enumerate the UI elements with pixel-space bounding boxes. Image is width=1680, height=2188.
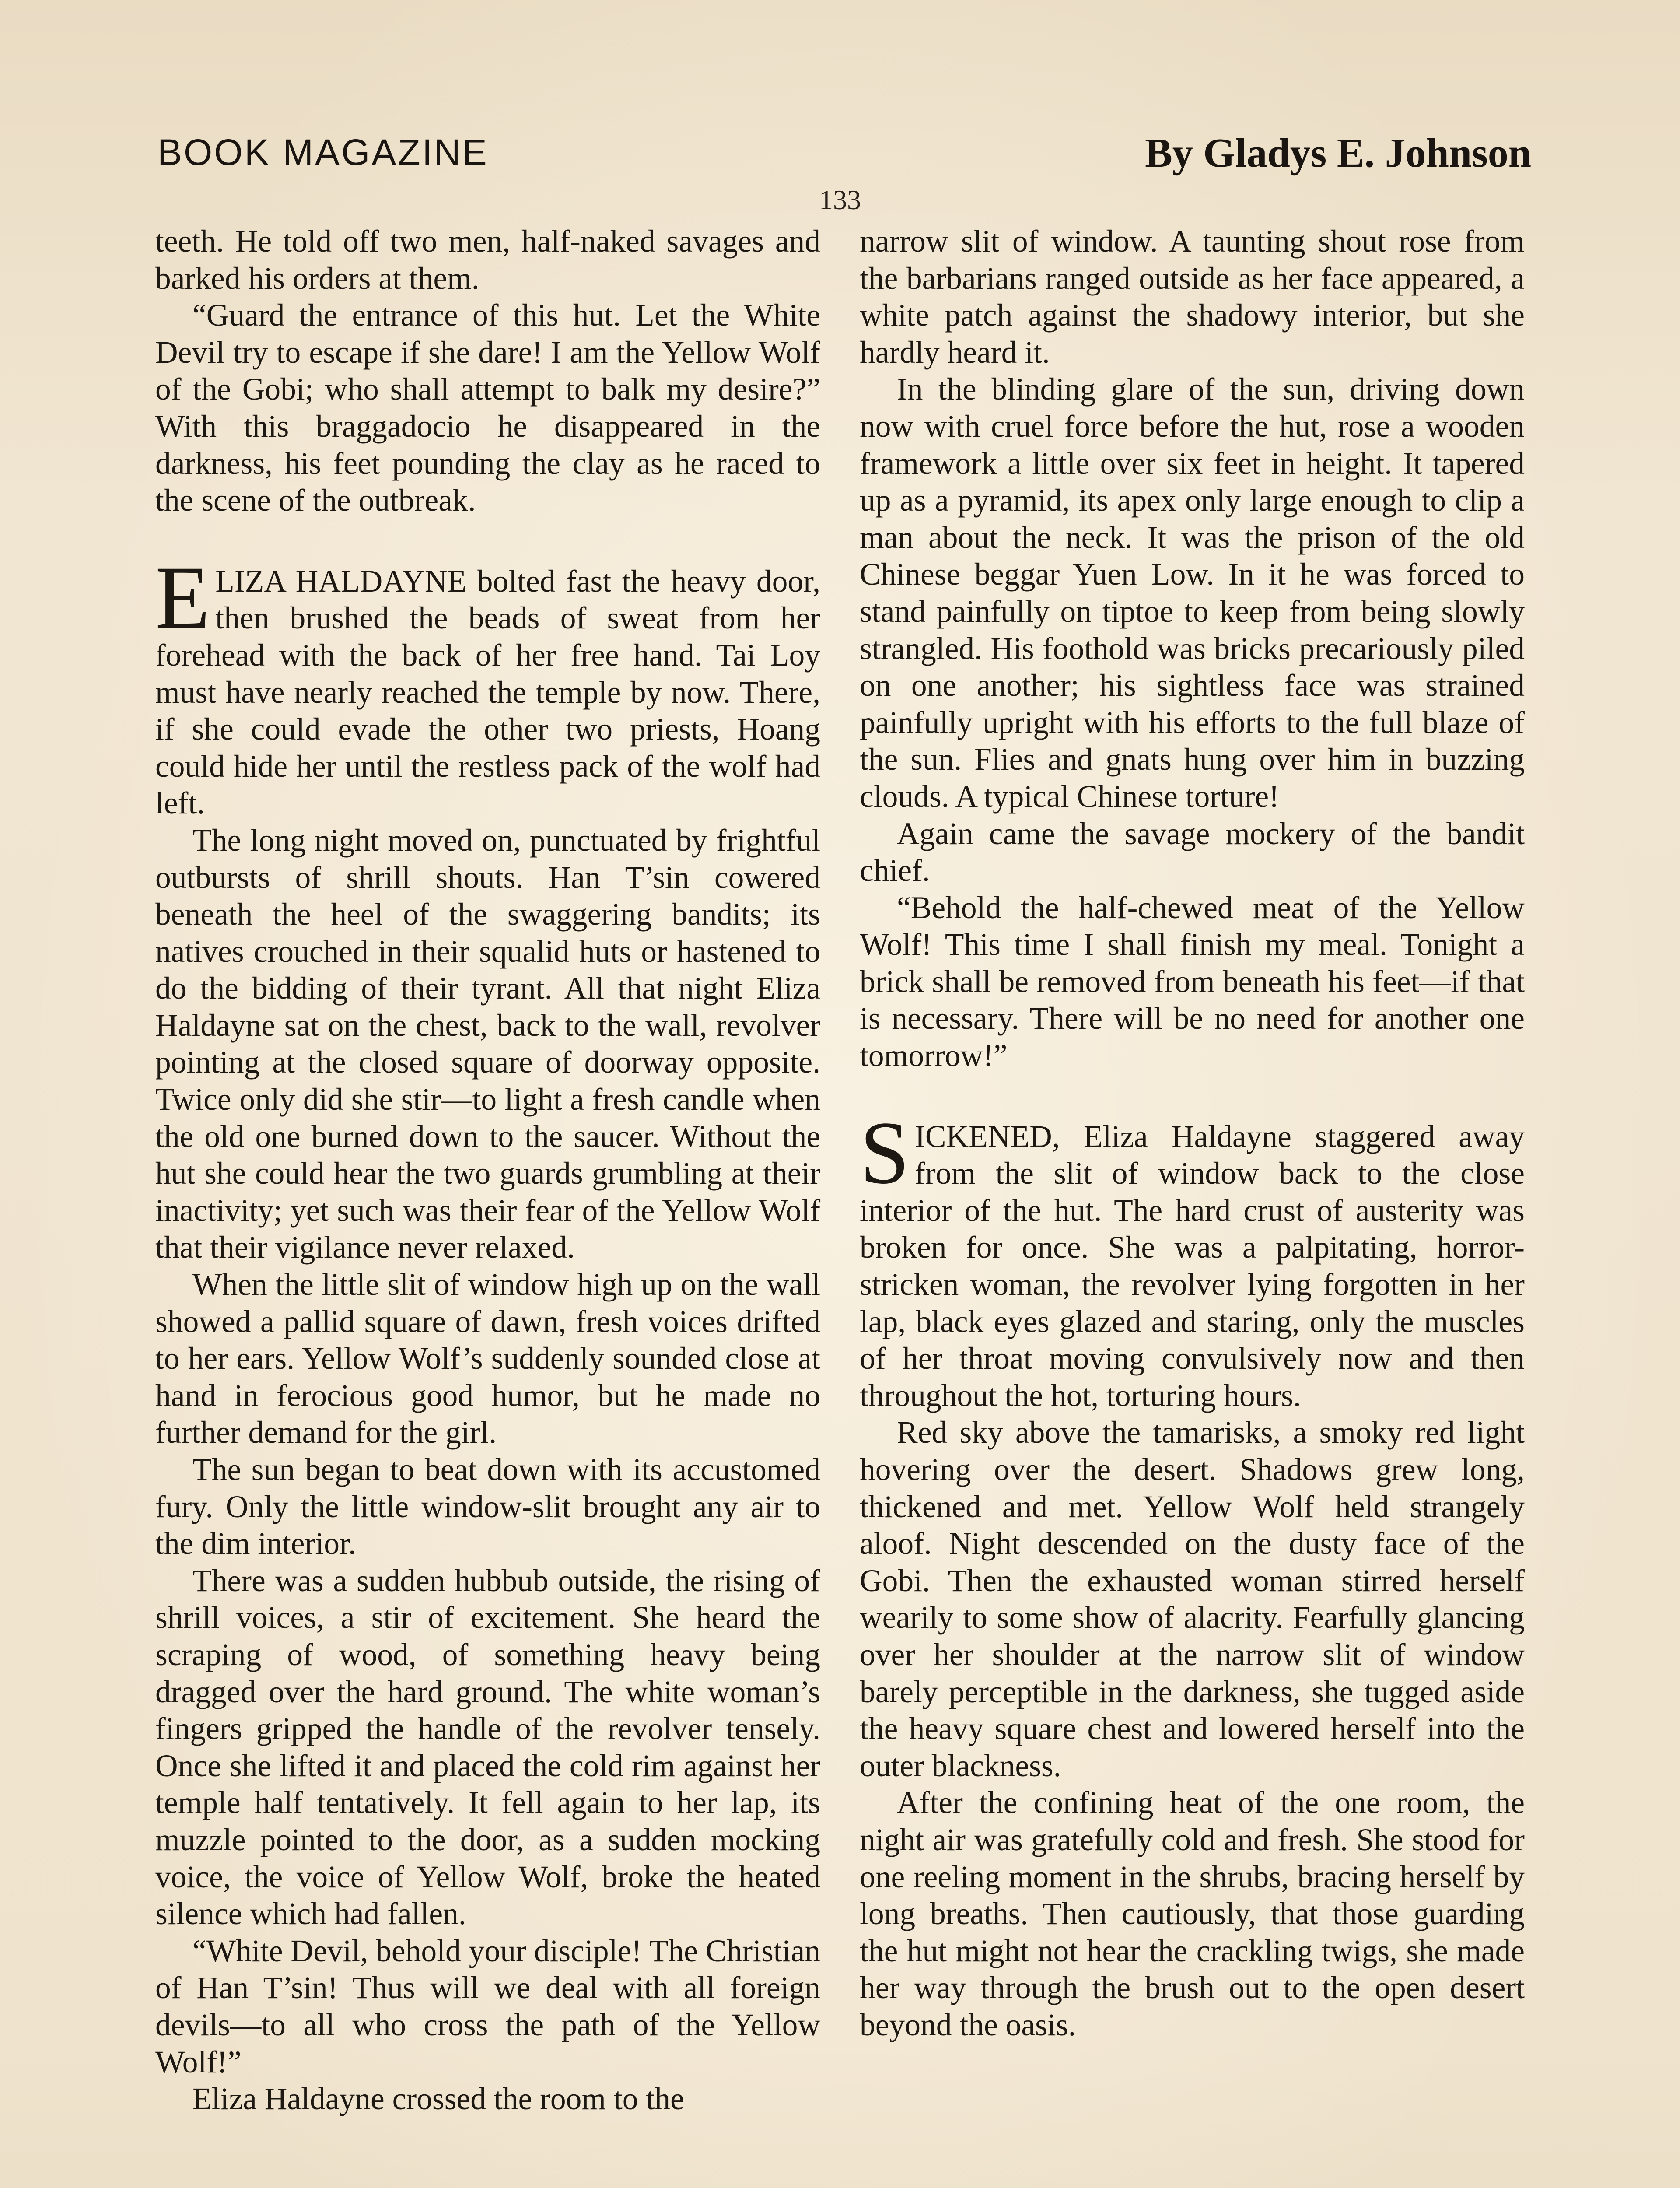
section-start-paragraph: ELIZA HALDAYNE bolted fast the heavy door, then brushed the beads of sweat from her forehead with the back of her free hand. Tai Loy must have nearly reached the temple by now. There, if she could evade the other two priests, Hoang could hide her until the restless pack of the wolf had left.: [155, 547, 820, 821]
paragraph: Again came the savage mockery of the bandit chief.: [860, 816, 1525, 888]
paragraph: The sun began to beat down with its accustomed fury. Only the little window-slit brought any air to the dim interior.: [155, 1452, 820, 1561]
paragraph: “Guard the entrance of this hut. Let the White Devil try to escape if she dare! I am the Yellow Wolf of the Gobi; who shall attempt to balk my desire?” With this braggadocio he disappeared in the darkness, his feet pounding the clay as he raced to the scene of the outbreak.: [155, 298, 820, 518]
paragraph: Eliza Haldayne crossed the room to the: [192, 2082, 684, 2117]
section-start-paragraph: SICKENED, Eliza Haldayne staggered away from the slit of window back to the close interior of the hut. The hard crust of austerity was broken for once. She was a palpitating, horror-stricken woman, the revolver lying forgotten in her lap, black eyes glazed and staring, only the muscles of her throat moving convulsively now and then throughout the hot, torturing hours.: [860, 1103, 1525, 1413]
paragraph: The long night moved on, punctuated by frightful outbursts of shrill shouts. Han T’sin cowered beneath the heel of the swaggering bandits; its natives crouched in their squalid huts or hastened to do the bidding of their tyrant. All that night Eliza Haldayne sat on the chest, back to the wall, revolver pointing at the closed square of doorway opposite. Twice only did she stir—to light a fresh candle when the old one burned down to the saucer. Without the hut she could hear the two guards grumbling at their inactivity; yet such was their fear of the Yellow Wolf that their vigilance never relaxed.: [155, 823, 820, 1265]
paragraph: There was a sudden hubbub outside, the rising of shrill voices, a stir of excitement. She heard the scraping of wood, of something heavy being dragged over the hard ground. The white woman’s fingers gripped the handle of the revolver tensely. Once she lifted it and placed the cold rim against her temple half tentatively. It fell again to her lap, its muzzle pointed to the door, as a sudden mocking voice, the voice of Yellow Wolf, broke the heated silence which had fallen.: [155, 1563, 820, 1932]
paragraph: Red sky above the tamarisks, a smoky red light hovering over the desert. Shadows grew long, thickened and met. Yellow Wolf held strangely aloof. Night descended on the dusty face of the Gobi. Then the exhausted woman stirred herself wearily to some show of alacrity. Fearfully glancing over her shoulder at the narrow slit of window barely perceptible in the darkness, she tugged aside the heavy square chest and lowered herself into the outer blackness.: [860, 1415, 1525, 1783]
author-byline: By Gladys E. Johnson: [1145, 130, 1531, 176]
paragraph: In the blinding glare of the sun, driving down now with cruel force before the hut, rose a wooden framework a little over six feet in height. It tapered up as a pyramid, its apex only large enough to clip a man about the neck. It was the prison of the old Chinese beggar Yuen Low. In it he was forced to stand painfully on tiptoe to keep from being slowly strangled. His foothold was bricks precariously piled on one another; his sightless face was strained painfully upright with his efforts to the full blaze of the sun. Flies and gnats hung over him in buzzing clouds. A typical Chinese torture!: [860, 372, 1525, 814]
paragraph: “White Devil, behold your disciple! The Christian of Han T’sin! Thus will we deal with all foreign devils—to all who cross the path of the Yellow Wolf!”: [155, 1933, 820, 2079]
paragraph: When the little slit of window high up on the wall showed a pallid square of dawn, fresh voices drifted to her ears. Yellow Wolf’s suddenly sounded close at hand in ferocious good humor, but he made no further demand for the girl.: [155, 1267, 820, 1450]
magazine-title: BOOK MAGAZINE: [158, 132, 489, 173]
paragraph: After the confining heat of the one room, the night air was gratefully cold and fresh. She stood for one reeling moment in the shrubs, bracing herself by long breaths. Then cautiously, that those guarding the hut might not hear the crackling twigs, she made her way through the brush out to the open desert beyond the oasis.: [860, 1785, 1525, 2042]
right-text-column: [860, 223, 1525, 2044]
paragraph: teeth. He told off two men, half-naked savages and barked his orders at them.: [155, 224, 820, 296]
page-number: 133: [819, 184, 861, 215]
paragraph: narrow slit of window. A taunting shout rose from the barbarians ranged outside as her face appeared, a white patch against the shadowy interior, but she hardly heard it.: [860, 224, 1525, 370]
left-text-column: [155, 223, 820, 2118]
paragraph: “Behold the half-chewed meat of the Yellow Wolf! This time I shall finish my meal. Tonight a brick shall be removed from beneath his feet—if that is necessary. There will be no need for another one tomorrow!”: [860, 890, 1525, 1073]
